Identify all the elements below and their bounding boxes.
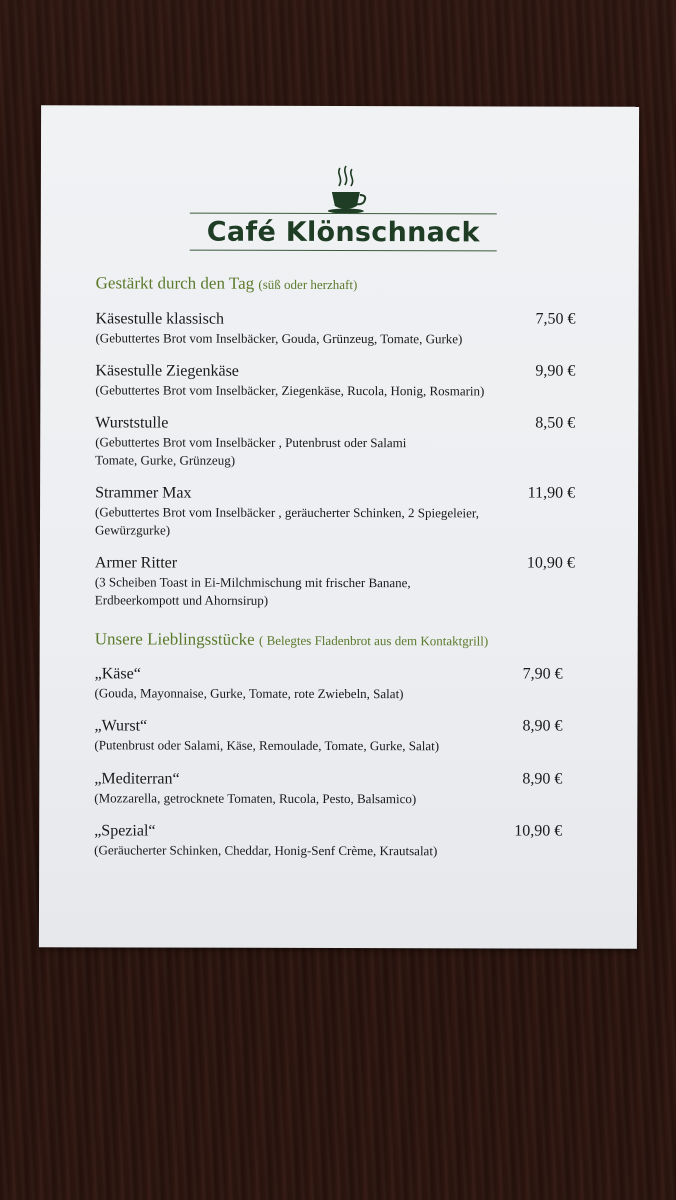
- item-price: 10,90 €: [526, 554, 575, 572]
- menu-item: [94, 769, 562, 808]
- item-description: Erdbeerkompott und Ahornsirup): [94, 592, 269, 608]
- logo-rule-bottom: [190, 250, 497, 252]
- item-description: (3 Scheiben Toast in Ei-Milchmischung mit frischer Banane,: [94, 574, 411, 591]
- menu-item: [95, 413, 575, 470]
- menu-item: [95, 664, 563, 703]
- item-price: 11,90 €: [527, 484, 576, 502]
- item-description: (Gebuttertes Brot vom Inselbäcker , geräucherter Schinken, 2 Spiegeleier,: [95, 504, 479, 521]
- cafe-logo: [186, 164, 501, 255]
- item-name: Käsestulle klassisch: [95, 310, 224, 328]
- item-name: „Mediterran“: [94, 770, 180, 788]
- item-name: „Wurst“: [94, 717, 148, 735]
- item-description: (Gebuttertes Brot vom Inselbäcker, Gouda, Grünzeug, Tomate, Gurke): [95, 330, 463, 347]
- menu-item: [94, 716, 562, 755]
- item-price: 7,90 €: [522, 665, 563, 683]
- item-description: Gewürzgurke): [94, 522, 171, 538]
- section-title-favourites: Unsere Lieblingsstücke ( Belegtes Fladenbrot aus dem Kontaktgrill): [94, 629, 489, 649]
- item-description: (Geräucherter Schinken, Cheddar, Honig-Senf Crème, Krautsalat): [94, 842, 438, 859]
- item-name: Strammer Max: [95, 484, 192, 502]
- item-description: (Gouda, Mayonnaise, Gurke, Tomate, rote Zwiebeln, Salat): [94, 685, 404, 702]
- item-price: 7,50 €: [535, 310, 576, 328]
- menu-sheet: [39, 105, 639, 949]
- item-description: (Gebuttertes Brot vom Inselbäcker , Putenbrust oder Salami: [95, 434, 407, 451]
- item-description: Tomate, Gurke, Grünzeug): [95, 452, 236, 468]
- item-name: Wurststulle: [95, 414, 169, 432]
- item-price: 10,90 €: [514, 822, 563, 840]
- menu-item: [95, 309, 575, 348]
- menu-item: [95, 483, 575, 540]
- item-description: (Gebuttertes Brot vom Inselbäcker, Ziegenkäse, Rucola, Honig, Rosmarin): [95, 382, 485, 399]
- coffee-cup-icon: [326, 164, 370, 216]
- item-description: (Mozzarella, getrocknete Tomaten, Rucola, Pesto, Balsamico): [94, 790, 417, 807]
- item-price: 9,90 €: [535, 362, 576, 380]
- cafe-name: Café Klönschnack: [206, 216, 480, 249]
- item-name: „Käse“: [94, 665, 141, 683]
- item-name: Armer Ritter: [94, 554, 178, 572]
- menu-item: [95, 361, 575, 400]
- item-name: „Spezial“: [94, 822, 156, 840]
- item-price: 8,90 €: [522, 770, 563, 788]
- menu-item: [94, 821, 562, 860]
- section-title-breakfast: Gestärkt durch den Tag (süß oder herzhaft): [95, 273, 358, 293]
- menu-item: [95, 553, 575, 610]
- item-description: (Putenbrust oder Salami, Käse, Remoulade, Tomate, Gurke, Salat): [94, 737, 440, 754]
- item-price: 8,50 €: [535, 414, 576, 432]
- item-name: Käsestulle Ziegenkäse: [95, 362, 239, 380]
- item-price: 8,90 €: [522, 717, 563, 735]
